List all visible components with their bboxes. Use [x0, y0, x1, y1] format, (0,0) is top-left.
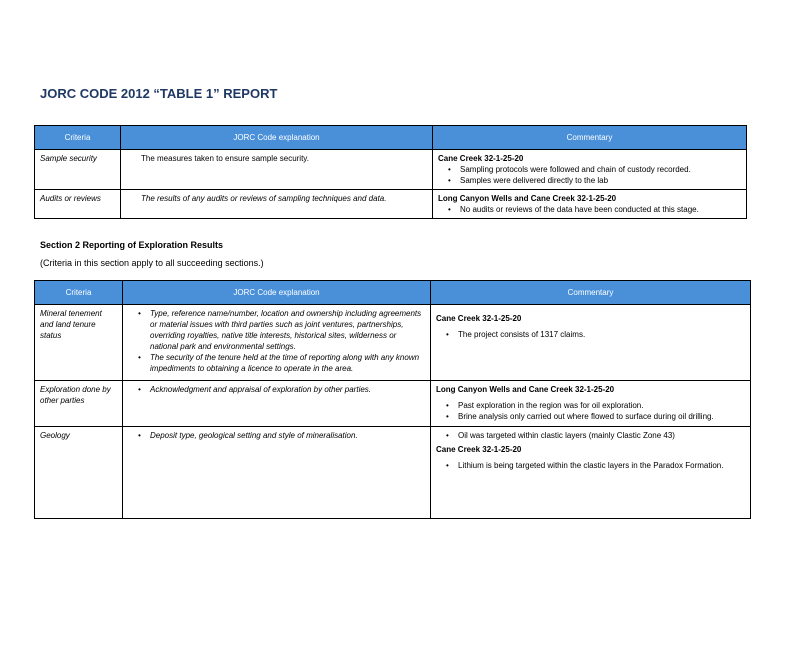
list-item: • Lithium is being targeted within the clastic layers in the Paradox Formation.: [458, 460, 745, 471]
criteria-cell: Geology: [35, 427, 123, 519]
table-2: [34, 280, 751, 519]
criteria-cell: Mineral tenement and land tenure status: [35, 305, 123, 381]
explanation-text: The measures taken to ensure sample security.: [141, 154, 309, 163]
explanation-list: [128, 430, 425, 441]
commentary-list: [438, 164, 741, 186]
list-item: • The security of the tenure held at the time of reporting along with any known impediments to obtaining a licence to operate in the area.: [150, 352, 425, 374]
section-2-subheading: (Criteria in this section apply to all succeeding sections.): [40, 258, 264, 268]
table-row: [35, 381, 751, 427]
explanation-cell: [121, 150, 433, 190]
commentary-list: [436, 460, 745, 471]
explanation-cell: [121, 190, 433, 219]
table-row: [35, 427, 751, 519]
commentary-cell: [433, 150, 747, 190]
explanation-cell: [123, 381, 431, 427]
column-header-criteria: Criteria: [35, 126, 121, 150]
table-row: [35, 190, 747, 219]
commentary-list: [436, 329, 745, 340]
list-item: • No audits or reviews of the data have been conducted at this stage.: [460, 204, 741, 215]
commentary-cell: [431, 427, 751, 519]
explanation-text: The results of any audits or reviews of sampling techniques and data.: [141, 194, 387, 203]
report-title: JORC CODE 2012 “TABLE 1” REPORT: [40, 86, 278, 101]
criteria-cell: Exploration done by other parties: [35, 381, 123, 427]
list-item: • The project consists of 1317 claims.: [458, 329, 745, 340]
list-item: • Sampling protocols were followed and chain of custody recorded.: [460, 164, 741, 175]
table-1: [34, 125, 747, 219]
list-item: • Deposit type, geological setting and style of mineralisation.: [150, 430, 425, 441]
table-1-header-row: [35, 126, 747, 150]
column-header-commentary: Commentary: [431, 281, 751, 305]
list-item: • Type, reference name/number, location and ownership including agreements or material issues with third parties such as joint ventures, partnerships, overriding royalties, native title interests, historical sites, wilderness or national park and environmental settings.: [150, 308, 425, 352]
commentary-list: [438, 204, 741, 215]
explanation-cell: [123, 427, 431, 519]
commentary-heading: Long Canyon Wells and Cane Creek 32-1-25-20: [438, 194, 617, 203]
criteria-cell: Audits or reviews: [35, 190, 121, 219]
commentary-heading: Cane Creek 32-1-25-20: [436, 314, 522, 323]
list-item: • Acknowledgment and appraisal of exploration by other parties.: [150, 384, 425, 395]
column-header-commentary: Commentary: [433, 126, 747, 150]
column-header-explanation: JORC Code explanation: [123, 281, 431, 305]
explanation-list: [128, 308, 425, 374]
list-item: • Brine analysis only carried out where flowed to surface during oil drilling.: [458, 411, 745, 422]
commentary-cell: [433, 190, 747, 219]
criteria-cell: Sample security: [35, 150, 121, 190]
table-row: [35, 305, 751, 381]
commentary-pre-list: [436, 430, 745, 441]
list-item: • Past exploration in the region was for oil exploration.: [458, 400, 745, 411]
list-item: • Oil was targeted within clastic layers (mainly Clastic Zone 43): [458, 430, 745, 441]
commentary-heading: Cane Creek 32-1-25-20: [436, 445, 522, 454]
commentary-cell: [431, 381, 751, 427]
column-header-explanation: JORC Code explanation: [121, 126, 433, 150]
column-header-criteria: Criteria: [35, 281, 123, 305]
table-2-header-row: [35, 281, 751, 305]
commentary-heading: Long Canyon Wells and Cane Creek 32-1-25-20: [436, 385, 615, 394]
explanation-cell: [123, 305, 431, 381]
explanation-list: [128, 384, 425, 395]
commentary-list: [436, 400, 745, 422]
table-row: [35, 150, 747, 190]
commentary-cell: [431, 305, 751, 381]
commentary-heading: Cane Creek 32-1-25-20: [438, 154, 524, 163]
section-2-heading: Section 2 Reporting of Exploration Results: [40, 240, 224, 250]
list-item: • Samples were delivered directly to the lab: [460, 175, 741, 186]
